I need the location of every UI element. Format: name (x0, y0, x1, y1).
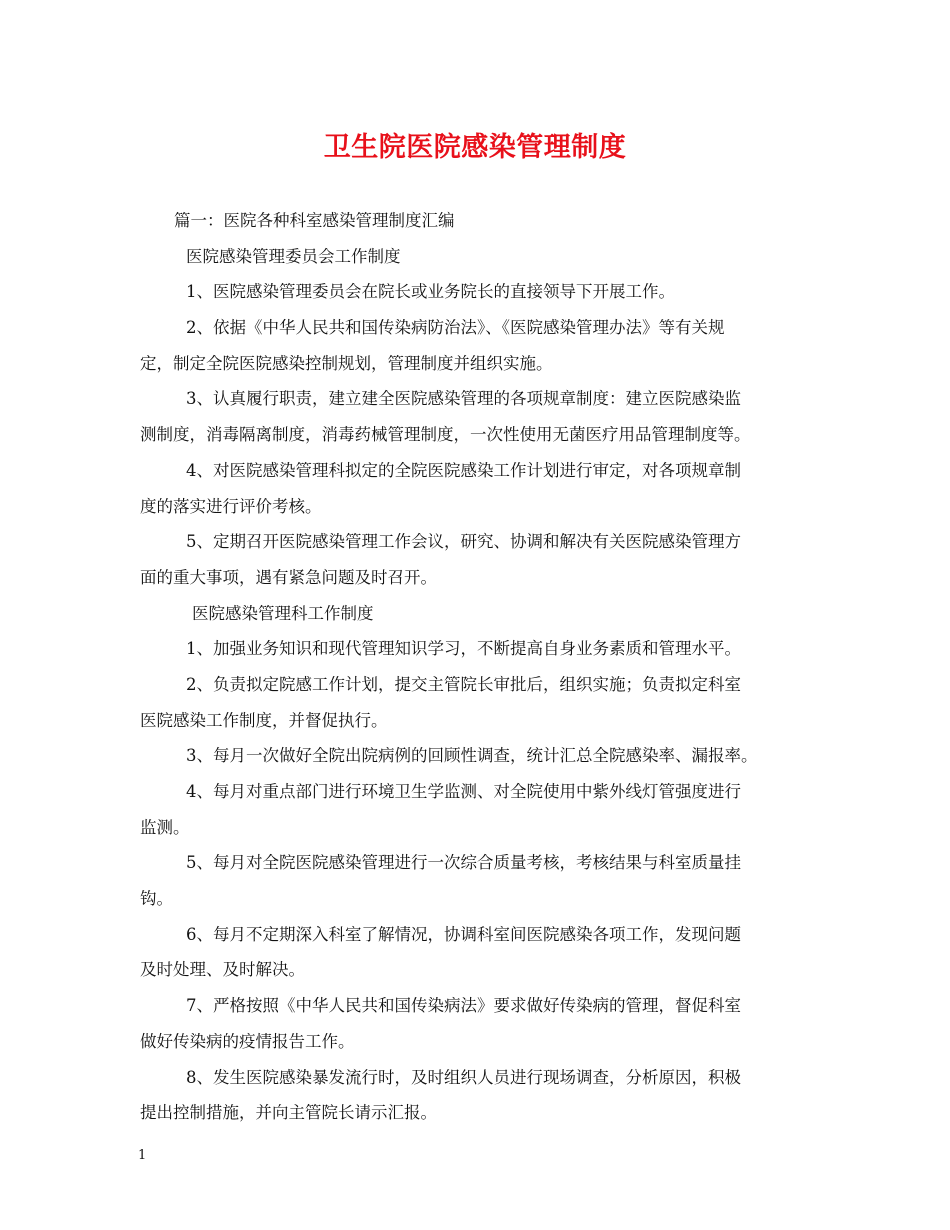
text-line: 及时处理、及时解决。 (140, 960, 305, 980)
text-line: 1、医院感染管理委员会在院长或业务院长的直接领导下开展工作。 (186, 282, 675, 302)
text-line: 测制度，消毒隔离制度，消毒药械管理制度，一次性使用无菌医疗用品管理制度等。 (140, 425, 751, 445)
text-line: 2、负责拟定院感工作计划，提交主管院长审批后，组织实施；负责拟定科室 (186, 674, 741, 694)
subsection-heading: 医院感染管理科工作制度 (192, 603, 374, 623)
text-line: 提出控制措施，并向主管院长请示汇报。 (140, 1103, 437, 1123)
text-line: 钩。 (140, 889, 173, 909)
text-line: 医院感染工作制度，并督促执行。 (140, 710, 388, 730)
page-number: 1 (138, 1148, 147, 1163)
text-line: 3、每月一次做好全院出院病例的回顾性调查，统计汇总全院感染率、漏报率。 (186, 746, 758, 766)
text-line: 2、依据《中华人民共和国传染病防治法》、《医院感染管理办法》等有关规 (186, 318, 725, 338)
text-line: 3、认真履行职责，建立建全医院感染管理的各项规章制度：建立医院感染监 (186, 389, 741, 409)
page-title: 卫生院医院感染管理制度 (323, 132, 627, 163)
text-line: 面的重大事项，遇有紧急问题及时召开。 (140, 567, 437, 587)
text-line: 8、发生医院感染暴发流行时，及时组织人员进行现场调查，分析原因，积极 (186, 1067, 741, 1087)
text-line: 4、每月对重点部门进行环境卫生学监测、对全院使用中紫外线灯管强度进行 (186, 782, 741, 801)
text-line: 1、加强业务知识和现代管理知识学习，不断提高自身业务素质和管理水平。 (186, 639, 741, 659)
document-body (140, 203, 820, 1131)
text-line: 度的落实进行评价考核。 (140, 496, 322, 516)
text-line: 监测。 (140, 817, 190, 837)
text-line: 定，制定全院医院感染控制规划，管理制度并组织实施。 (140, 353, 553, 373)
text-line: 4、对医院感染管理科拟定的全院医院感染工作计划进行审定，对各项规章制 (186, 460, 741, 480)
section-heading: 篇一：医院各种科室感染管理制度汇编 (174, 211, 455, 230)
text-line: 5、定期召开医院感染管理工作会议，研究、协调和解决有关医院感染管理方 (186, 532, 741, 552)
text-line: 5、每月对全院医院感染管理进行一次综合质量考核，考核结果与科室质量挂 (186, 853, 741, 873)
subsection-heading: 医院感染管理委员会工作制度 (186, 246, 401, 266)
text-line: 7、严格按照《中华人民共和国传染病法》要求做好传染病的管理，督促科室 (186, 996, 741, 1016)
text-line: 6、每月不定期深入科室了解情况，协调科室间医院感染各项工作，发现问题 (186, 924, 741, 944)
text-line: 做好传染病的疫情报告工作。 (140, 1031, 355, 1051)
